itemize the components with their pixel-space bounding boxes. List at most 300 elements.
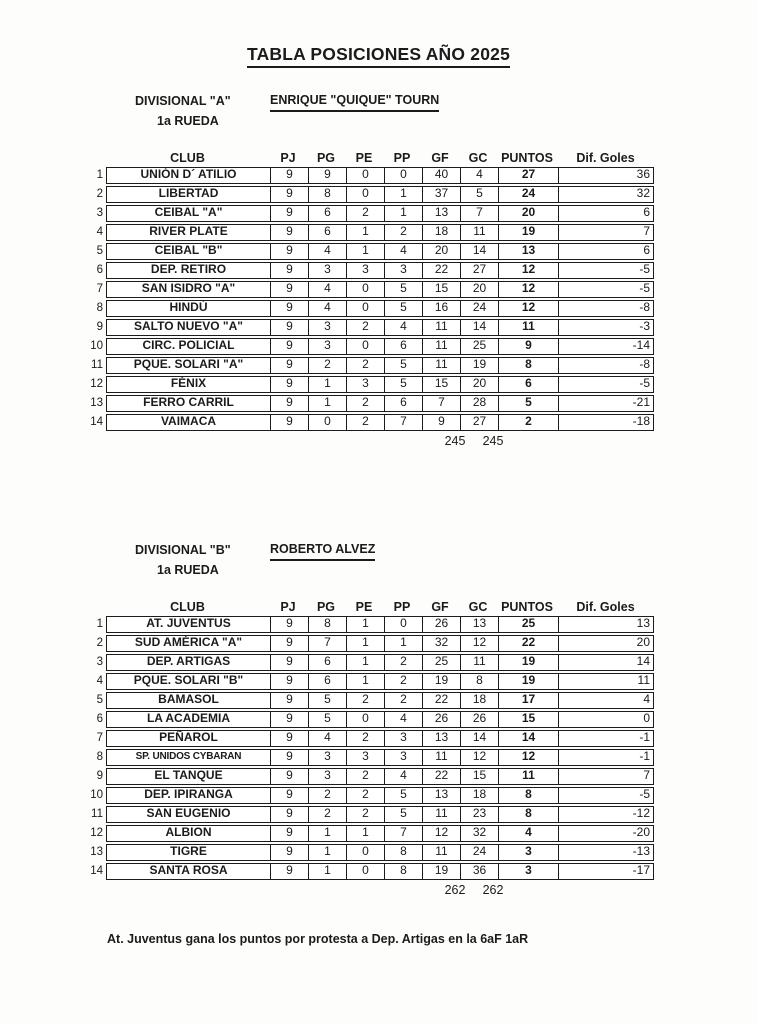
cell-pp: 7 — [384, 826, 422, 841]
cell-dif: -12 — [558, 807, 655, 822]
table-row — [87, 844, 757, 861]
cell-pp: 5 — [384, 807, 422, 822]
row-cells — [106, 224, 654, 241]
cell-club: DEP. IPIRANGA — [144, 788, 233, 801]
table-row — [87, 243, 757, 260]
cell-gc: 18 — [460, 693, 498, 708]
cell-gc: 20 — [460, 282, 498, 297]
cell-pe: 0 — [346, 864, 384, 879]
cell-puntos: 12 — [498, 263, 558, 278]
totals-club-spacer — [121, 433, 284, 449]
cell-puntos: 4 — [498, 826, 558, 841]
division-label: DIVISIONAL "B" — [135, 543, 231, 557]
cell-pe: 0 — [346, 301, 384, 316]
cell-pg: 2 — [308, 788, 346, 803]
cell-gc: 11 — [460, 655, 498, 670]
cell-pe: 2 — [346, 788, 384, 803]
table-row — [87, 730, 757, 747]
cell-gf: 15 — [422, 282, 460, 297]
cell-dif: -8 — [558, 358, 655, 373]
row-cells — [106, 673, 654, 690]
cell-gf: 32 — [422, 636, 460, 651]
row-position: 11 — [91, 808, 103, 820]
table-row — [87, 395, 757, 412]
col-header-pj: PJ — [280, 151, 296, 165]
row-position: 3 — [96, 207, 103, 219]
table-header-row — [106, 150, 654, 166]
cell-puntos: 22 — [498, 636, 558, 651]
table-row — [87, 692, 757, 709]
table-body — [87, 616, 757, 880]
cell-pp: 2 — [384, 655, 422, 670]
table-row — [87, 300, 757, 317]
cell-gf: 11 — [422, 358, 460, 373]
cell-pe: 2 — [346, 358, 384, 373]
cell-club: SAN EUGENIO — [146, 807, 231, 820]
cell-dif: 14 — [558, 655, 655, 670]
cell-pg: 1 — [308, 396, 346, 411]
cell-pe: 1 — [346, 826, 384, 841]
cell-gf: 22 — [422, 263, 460, 278]
cell-pe: 1 — [346, 655, 384, 670]
cell-gc: 5 — [460, 187, 498, 202]
cell-pe: 1 — [346, 674, 384, 689]
cell-gf: 11 — [422, 750, 460, 765]
page-title — [0, 0, 757, 68]
cell-pj: 9 — [270, 339, 308, 354]
cell-gf: 19 — [422, 864, 460, 879]
cell-pj: 9 — [270, 206, 308, 221]
cell-dif: -17 — [558, 864, 655, 879]
cell-pp: 4 — [384, 320, 422, 335]
cell-club: AT. JUVENTUS — [146, 617, 231, 630]
col-header-pj: PJ — [280, 600, 296, 614]
cell-club: EL TANQUE — [154, 769, 223, 782]
table-row — [87, 787, 757, 804]
table-row — [87, 338, 757, 355]
row-position: 12 — [90, 378, 103, 390]
cell-gc: 27 — [460, 415, 498, 430]
cell-puntos: 6 — [498, 377, 558, 392]
cell-gc: 11 — [460, 225, 498, 240]
cell-gc: 26 — [460, 712, 498, 727]
division-label: DIVISIONAL "A" — [135, 94, 231, 108]
cell-gf: 18 — [422, 225, 460, 240]
cell-dif: -3 — [558, 320, 655, 335]
row-position: 10 — [90, 340, 103, 352]
cell-pe: 0 — [346, 168, 384, 183]
cell-dif: 20 — [558, 636, 655, 651]
cell-club: PEÑAROL — [159, 731, 218, 744]
cell-pp: 3 — [384, 263, 422, 278]
cell-pp: 6 — [384, 339, 422, 354]
cell-gf: 11 — [422, 320, 460, 335]
cell-pj: 9 — [270, 674, 308, 689]
cell-club: HINDÚ — [169, 301, 208, 314]
col-header-gf: GF — [431, 600, 449, 614]
cell-pg: 3 — [308, 769, 346, 784]
cell-pg: 0 — [308, 415, 346, 430]
cell-pj: 9 — [270, 396, 308, 411]
row-cells — [106, 205, 654, 222]
cell-dif: 13 — [558, 617, 655, 632]
cell-pj: 9 — [270, 187, 308, 202]
cell-puntos: 9 — [498, 339, 558, 354]
cell-pg: 6 — [308, 225, 346, 240]
row-cells — [106, 749, 654, 766]
section-header-left — [135, 92, 270, 130]
total-gf: 262 — [444, 883, 466, 897]
row-cells — [106, 844, 654, 861]
col-header-puntos: PUNTOS — [501, 151, 553, 165]
cell-puntos: 13 — [498, 244, 558, 259]
cell-puntos: 19 — [498, 225, 558, 240]
cell-pe: 3 — [346, 750, 384, 765]
cell-gf: 7 — [422, 396, 460, 411]
cell-pp: 2 — [384, 693, 422, 708]
cell-pj: 9 — [270, 693, 308, 708]
cell-pe: 2 — [346, 320, 384, 335]
cell-pj: 9 — [270, 617, 308, 632]
cell-pp: 3 — [384, 750, 422, 765]
cell-puntos: 3 — [498, 864, 558, 879]
cell-pj: 9 — [270, 655, 308, 670]
cell-pg: 3 — [308, 320, 346, 335]
cell-pp: 7 — [384, 415, 422, 430]
cell-pp: 6 — [384, 396, 422, 411]
cell-dif: -21 — [558, 396, 655, 411]
row-position: 2 — [96, 637, 103, 649]
cell-gc: 24 — [460, 301, 498, 316]
cell-pj: 9 — [270, 244, 308, 259]
row-cells — [106, 243, 654, 260]
cell-pe: 0 — [346, 845, 384, 860]
cell-pj: 9 — [270, 377, 308, 392]
cell-pg: 6 — [308, 206, 346, 221]
row-cells — [106, 376, 654, 393]
cell-club: CEIBAL "A" — [154, 206, 223, 219]
tournament-name: ROBERTO ALVEZ — [270, 541, 375, 561]
table-row — [87, 749, 757, 766]
cell-pj: 9 — [270, 769, 308, 784]
cell-club: SAN ISIDRO "A" — [141, 282, 236, 295]
cell-pj: 9 — [270, 864, 308, 879]
cell-gf: 22 — [422, 769, 460, 784]
cell-puntos: 12 — [498, 750, 558, 765]
round-label: 1a RUEDA — [157, 114, 219, 128]
row-cells — [106, 635, 654, 652]
row-position: 13 — [90, 397, 103, 409]
total-gf: 245 — [444, 434, 466, 448]
table-row — [87, 414, 757, 431]
table-row — [87, 863, 757, 880]
section-header — [135, 541, 757, 579]
cell-dif: 0 — [558, 712, 655, 727]
cell-pe: 3 — [346, 263, 384, 278]
cell-gc: 25 — [460, 339, 498, 354]
cell-gf: 19 — [422, 674, 460, 689]
col-header-club: CLUB — [170, 600, 205, 614]
cell-club: UNIÓN D´ ATILIO — [140, 168, 237, 181]
row-position: 12 — [90, 827, 103, 839]
cell-puntos: 12 — [498, 301, 558, 316]
cell-dif: 11 — [558, 674, 655, 689]
cell-gf: 13 — [422, 206, 460, 221]
cell-gc: 32 — [460, 826, 498, 841]
cell-pp: 2 — [384, 674, 422, 689]
cell-pe: 0 — [346, 187, 384, 202]
cell-gc: 8 — [460, 674, 498, 689]
cell-pe: 1 — [346, 617, 384, 632]
cell-dif: 6 — [558, 244, 655, 259]
col-header-gc: GC — [468, 600, 488, 614]
row-position: 8 — [96, 302, 103, 314]
cell-gf: 9 — [422, 415, 460, 430]
cell-pe: 3 — [346, 377, 384, 392]
cell-pg: 7 — [308, 636, 346, 651]
cell-dif: 4 — [558, 693, 655, 708]
page-title-text: TABLA POSICIONES AÑO 2025 — [247, 44, 510, 68]
cell-pe: 2 — [346, 731, 384, 746]
row-position: 14 — [90, 416, 103, 428]
cell-pp: 5 — [384, 377, 422, 392]
row-position: 14 — [90, 865, 103, 877]
row-cells — [106, 262, 654, 279]
cell-pp: 4 — [384, 769, 422, 784]
cell-gc: 36 — [460, 864, 498, 879]
table-row — [87, 281, 757, 298]
cell-gf: 40 — [422, 168, 460, 183]
cell-dif: -5 — [558, 263, 655, 278]
col-header-pe: PE — [355, 600, 373, 614]
cell-gc: 14 — [460, 731, 498, 746]
row-position: 6 — [96, 713, 103, 725]
cell-pp: 5 — [384, 301, 422, 316]
table-row — [87, 825, 757, 842]
row-position: 5 — [96, 245, 103, 257]
col-header-dif: Dif. Goles — [576, 600, 635, 614]
cell-pp: 5 — [384, 788, 422, 803]
cell-pg: 9 — [308, 168, 346, 183]
cell-club: VAIMACA — [160, 415, 217, 428]
col-header-gc: GC — [468, 151, 488, 165]
row-position: 3 — [96, 656, 103, 668]
cell-pp: 1 — [384, 636, 422, 651]
row-cells — [106, 692, 654, 709]
cell-gf: 12 — [422, 826, 460, 841]
tables-container — [0, 92, 757, 898]
cell-pj: 9 — [270, 731, 308, 746]
cell-pg: 3 — [308, 339, 346, 354]
cell-dif: -5 — [558, 377, 655, 392]
cell-puntos: 17 — [498, 693, 558, 708]
table-row — [87, 654, 757, 671]
cell-dif: -20 — [558, 826, 655, 841]
cell-gf: 20 — [422, 244, 460, 259]
cell-pp: 0 — [384, 168, 422, 183]
table-row — [87, 205, 757, 222]
row-cells — [106, 414, 654, 431]
cell-pp: 2 — [384, 225, 422, 240]
totals-club-spacer — [121, 882, 284, 898]
table-row — [87, 224, 757, 241]
cell-gf: 11 — [422, 339, 460, 354]
cell-pj: 9 — [270, 301, 308, 316]
cell-pg: 4 — [308, 282, 346, 297]
col-header-pp: PP — [393, 151, 411, 165]
cell-dif: -18 — [558, 415, 655, 430]
cell-puntos: 12 — [498, 282, 558, 297]
col-header-club: CLUB — [170, 151, 205, 165]
cell-club: CEIBAL "B" — [154, 244, 223, 257]
cell-gf: 26 — [422, 617, 460, 632]
cell-pe: 2 — [346, 769, 384, 784]
cell-pg: 1 — [308, 864, 346, 879]
cell-dif: -1 — [558, 731, 655, 746]
cell-pj: 9 — [270, 225, 308, 240]
row-position: 2 — [96, 188, 103, 200]
cell-dif: -14 — [558, 339, 655, 354]
cell-pe: 2 — [346, 396, 384, 411]
cell-pj: 9 — [270, 282, 308, 297]
cell-pg: 3 — [308, 263, 346, 278]
cell-club: RIVER PLATE — [149, 225, 228, 238]
cell-pj: 9 — [270, 712, 308, 727]
table-row — [87, 186, 757, 203]
row-cells — [106, 768, 654, 785]
cell-gf: 15 — [422, 377, 460, 392]
cell-pj: 9 — [270, 750, 308, 765]
cell-pp: 1 — [384, 206, 422, 221]
cell-club: ALBION — [165, 826, 212, 839]
row-position: 7 — [96, 732, 103, 744]
cell-club: BAMASOL — [158, 693, 219, 706]
row-position: 7 — [96, 283, 103, 295]
cell-gc: 19 — [460, 358, 498, 373]
cell-pg: 8 — [308, 617, 346, 632]
cell-pe: 0 — [346, 282, 384, 297]
cell-puntos: 19 — [498, 655, 558, 670]
col-header-puntos: PUNTOS — [501, 600, 553, 614]
cell-puntos: 11 — [498, 320, 558, 335]
cell-puntos: 5 — [498, 396, 558, 411]
cell-dif: -8 — [558, 301, 655, 316]
cell-pe: 1 — [346, 244, 384, 259]
table-row — [87, 673, 757, 690]
cell-gc: 14 — [460, 244, 498, 259]
cell-pp: 4 — [384, 712, 422, 727]
row-cells — [106, 395, 654, 412]
row-cells — [106, 825, 654, 842]
cell-dif: 32 — [558, 187, 655, 202]
row-cells — [106, 300, 654, 317]
section-header — [135, 92, 757, 130]
cell-gc: 13 — [460, 617, 498, 632]
col-header-pe: PE — [355, 151, 373, 165]
cell-puntos: 19 — [498, 674, 558, 689]
footnote: At. Juventus gana los puntos por protesta a Dep. Artigas en la 6aF 1aR — [107, 932, 529, 946]
cell-gf: 13 — [422, 788, 460, 803]
cell-club: FÉNIX — [170, 377, 207, 390]
cell-pj: 9 — [270, 788, 308, 803]
cell-pp: 8 — [384, 845, 422, 860]
cell-gf: 26 — [422, 712, 460, 727]
cell-pj: 9 — [270, 358, 308, 373]
row-position: 5 — [96, 694, 103, 706]
cell-dif: 36 — [558, 168, 655, 183]
cell-pe: 1 — [346, 636, 384, 651]
row-position: 13 — [90, 846, 103, 858]
cell-pg: 1 — [308, 377, 346, 392]
cell-dif: 6 — [558, 206, 655, 221]
tournament-name: ENRIQUE "QUIQUE" TOURN — [270, 92, 439, 112]
cell-dif: 7 — [558, 225, 655, 240]
division-section — [0, 541, 757, 898]
cell-puntos: 11 — [498, 769, 558, 784]
table-row — [87, 616, 757, 633]
cell-gc: 4 — [460, 168, 498, 183]
cell-puntos: 20 — [498, 206, 558, 221]
row-position: 9 — [96, 770, 103, 782]
cell-pg: 8 — [308, 187, 346, 202]
cell-gf: 16 — [422, 301, 460, 316]
row-cells — [106, 319, 654, 336]
row-position: 4 — [96, 226, 103, 238]
cell-puntos: 8 — [498, 807, 558, 822]
cell-puntos: 24 — [498, 187, 558, 202]
row-position: 11 — [91, 359, 103, 371]
cell-pj: 9 — [270, 807, 308, 822]
cell-club: DEP. RETIRO — [150, 263, 227, 276]
cell-gc: 20 — [460, 377, 498, 392]
row-position: 1 — [96, 618, 103, 630]
col-header-pg: PG — [316, 600, 336, 614]
standings-table — [87, 599, 757, 898]
col-header-gf: GF — [431, 151, 449, 165]
cell-pj: 9 — [270, 636, 308, 651]
cell-pp: 5 — [384, 358, 422, 373]
cell-pg: 6 — [308, 655, 346, 670]
cell-club: TIGRE — [170, 845, 207, 858]
row-position: 8 — [96, 751, 103, 763]
col-header-pg: PG — [316, 151, 336, 165]
cell-pp: 1 — [384, 187, 422, 202]
cell-dif: -5 — [558, 788, 655, 803]
cell-dif: -13 — [558, 845, 655, 860]
section-header-left — [135, 541, 270, 579]
row-position: 4 — [96, 675, 103, 687]
cell-pg: 1 — [308, 845, 346, 860]
row-cells — [106, 167, 654, 184]
row-position: 9 — [96, 321, 103, 333]
table-row — [87, 711, 757, 728]
cell-gc: 12 — [460, 636, 498, 651]
cell-club: PQUE. SOLARI "B" — [133, 674, 244, 687]
row-cells — [106, 281, 654, 298]
cell-gf: 13 — [422, 731, 460, 746]
table-row — [87, 768, 757, 785]
cell-puntos: 8 — [498, 788, 558, 803]
cell-pp: 3 — [384, 731, 422, 746]
cell-dif: -1 — [558, 750, 655, 765]
row-cells — [106, 654, 654, 671]
table-row — [87, 376, 757, 393]
total-gc: 262 — [482, 883, 504, 897]
cell-pg: 2 — [308, 807, 346, 822]
table-header-row — [106, 599, 654, 615]
row-cells — [106, 863, 654, 880]
cell-puntos: 25 — [498, 617, 558, 632]
